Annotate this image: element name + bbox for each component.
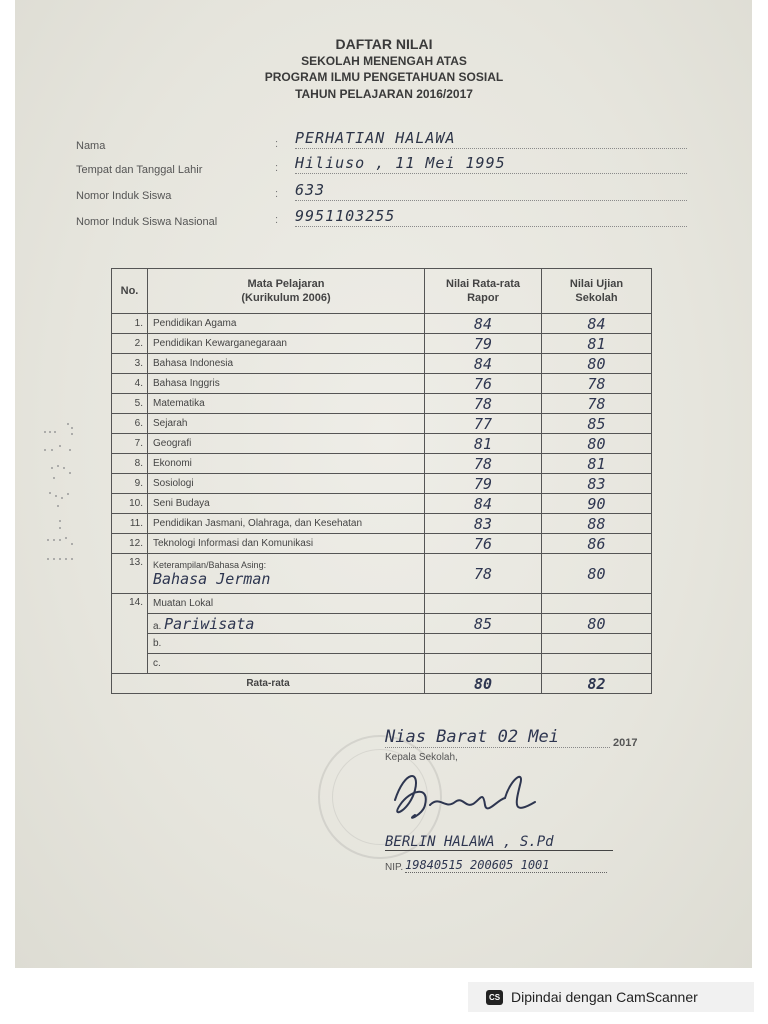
row-ujian: 80 — [542, 554, 652, 594]
header-ujian — [542, 269, 652, 314]
value-nama: PERHATIAN HALAWA — [295, 128, 687, 149]
row-ujian: 81 — [542, 454, 652, 474]
row-no: 13. — [112, 554, 148, 594]
row-ujian: 85 — [542, 414, 652, 434]
row-no: 14. — [112, 594, 148, 674]
table-row-local-b — [112, 634, 652, 654]
header-rapor-line2: Rapor — [467, 292, 499, 304]
row-rapor: 84 — [425, 314, 542, 334]
table-row — [112, 334, 652, 354]
school-name: SEKOLAH MENENGAH ATAS — [301, 54, 467, 68]
row-ujian: 86 — [542, 534, 652, 554]
row-subject: Bahasa Indonesia — [148, 354, 425, 374]
row-no: 2. — [112, 334, 148, 354]
colon: : — [275, 162, 279, 174]
local-c-prefix: c. — [148, 654, 425, 674]
row-subject: Teknologi Informasi dan Komunikasi — [148, 534, 425, 554]
header-rapor-line1: Nilai Rata-rata — [446, 278, 520, 290]
row-subject: Sejarah — [148, 414, 425, 434]
row-rapor: 84 — [425, 354, 542, 374]
row-ujian: 80 — [542, 614, 652, 634]
row-rapor: 76 — [425, 534, 542, 554]
table-row — [112, 414, 652, 434]
label-nama: Nama — [76, 140, 106, 152]
table-row — [112, 434, 652, 454]
row-rapor: 78 — [425, 394, 542, 414]
local-a-subject — [148, 614, 425, 634]
perforation-dots — [40, 418, 85, 568]
row-ujian: 88 — [542, 514, 652, 534]
program-name: PROGRAM ILMU PENGETAHUAN SOSIAL — [264, 70, 504, 84]
label-ttl: Tempat dan Tanggal Lahir — [76, 164, 203, 176]
row-rapor: 79 — [425, 474, 542, 494]
label-nis: Nomor Induk Siswa — [76, 190, 172, 202]
table-row — [112, 514, 652, 534]
local-a-value: Pariwisata — [164, 614, 255, 633]
row-rapor: 78 — [425, 554, 542, 594]
foreign-language-label: Keterampilan/Bahasa Asing: — [153, 559, 267, 570]
empty-cell — [542, 654, 652, 674]
row-ujian: 81 — [542, 334, 652, 354]
value-nis: 633 — [295, 180, 687, 201]
table-row — [112, 374, 652, 394]
row-subject: Matematika — [148, 394, 425, 414]
local-content-label: Muatan Lokal — [148, 594, 425, 614]
header-rapor — [425, 269, 542, 314]
row-no: 5. — [112, 394, 148, 414]
academic-year: TAHUN PELAJARAN 2016/2017 — [295, 87, 473, 101]
row-subject: Ekonomi — [148, 454, 425, 474]
table-row — [112, 354, 652, 374]
local-a-prefix: a. — [153, 620, 162, 632]
row-subject: Sosiologi — [148, 474, 425, 494]
table-row-average — [112, 674, 652, 694]
row-rapor: 84 — [425, 494, 542, 514]
table-row — [112, 394, 652, 414]
row-no: 4. — [112, 374, 148, 394]
table-row — [112, 534, 652, 554]
camscanner-label: Dipindai dengan CamScanner — [511, 989, 698, 1005]
average-ujian: 82 — [542, 674, 652, 694]
row-ujian: 84 — [542, 314, 652, 334]
doc-title: DAFTAR NILAI — [335, 36, 433, 52]
row-subject: Geografi — [148, 434, 425, 454]
table-row — [112, 454, 652, 474]
local-b-prefix: b. — [148, 634, 425, 654]
header-ujian-line1: Nilai Ujian — [569, 278, 624, 290]
empty-cell — [542, 594, 652, 614]
row-rapor: 83 — [425, 514, 542, 534]
handwritten-signature — [385, 760, 555, 830]
table-row — [112, 474, 652, 494]
grades-table — [111, 268, 652, 694]
row-no: 9. — [112, 474, 148, 494]
row-subject: Pendidikan Agama — [148, 314, 425, 334]
row-no: 8. — [112, 454, 148, 474]
row-no: 7. — [112, 434, 148, 454]
header-no: No. — [112, 269, 148, 314]
header-subject — [148, 269, 425, 314]
signature-place-date: Nias Barat 02 Mei — [385, 727, 610, 748]
row-no: 6. — [112, 414, 148, 434]
row-no: 11. — [112, 514, 148, 534]
empty-cell — [425, 654, 542, 674]
table-row-local-a — [112, 614, 652, 634]
table-row-local-c — [112, 654, 652, 674]
camscanner-icon: CS — [486, 990, 503, 1005]
camscanner-badge — [468, 982, 754, 1012]
signature-title: Kepala Sekolah, — [385, 752, 458, 763]
nip-value: 19840515 200605 1001 — [405, 858, 607, 873]
row-rapor: 85 — [425, 614, 542, 634]
colon: : — [275, 138, 279, 150]
row-ujian: 83 — [542, 474, 652, 494]
row-ujian: 90 — [542, 494, 652, 514]
row-rapor: 81 — [425, 434, 542, 454]
header-subject-line2: (Kurikulum 2006) — [241, 292, 331, 304]
row-ujian: 78 — [542, 374, 652, 394]
header-ujian-line2: Sekolah — [575, 292, 618, 304]
row-ujian: 78 — [542, 394, 652, 414]
empty-cell — [425, 634, 542, 654]
row-rapor: 77 — [425, 414, 542, 434]
table-row — [112, 494, 652, 514]
foreign-language-value: Bahasa Jerman — [153, 569, 271, 588]
colon: : — [275, 214, 279, 226]
row-ujian: 80 — [542, 434, 652, 454]
average-label: Rata-rata — [112, 674, 425, 694]
row-no: 1. — [112, 314, 148, 334]
empty-cell — [425, 594, 542, 614]
table-row — [112, 314, 652, 334]
table-row-local-content — [112, 594, 652, 614]
row-no: 3. — [112, 354, 148, 374]
row-ujian: 80 — [542, 354, 652, 374]
row-rapor: 78 — [425, 454, 542, 474]
value-nisn: 9951103255 — [295, 206, 687, 227]
row-subject — [148, 554, 425, 594]
nip-label: NIP. — [385, 862, 404, 873]
row-subject: Bahasa Inggris — [148, 374, 425, 394]
value-ttl: Hiliuso , 11 Mei 1995 — [295, 153, 687, 174]
principal-name: BERLIN HALAWA , S.Pd — [385, 834, 613, 851]
row-no: 10. — [112, 494, 148, 514]
header-subject-line1: Mata Pelajaran — [247, 278, 325, 290]
label-nisn: Nomor Induk Siswa Nasional — [76, 216, 218, 228]
row-rapor: 76 — [425, 374, 542, 394]
colon: : — [275, 188, 279, 200]
row-subject: Seni Budaya — [148, 494, 425, 514]
row-no: 12. — [112, 534, 148, 554]
average-rapor: 80 — [425, 674, 542, 694]
empty-cell — [542, 634, 652, 654]
row-subject: Pendidikan Jasmani, Olahraga, dan Kesehatan — [148, 514, 425, 534]
table-row-foreign-language — [112, 554, 652, 594]
signature-year: 2017 — [613, 737, 638, 749]
row-rapor: 79 — [425, 334, 542, 354]
row-subject: Pendidikan Kewarganegaraan — [148, 334, 425, 354]
